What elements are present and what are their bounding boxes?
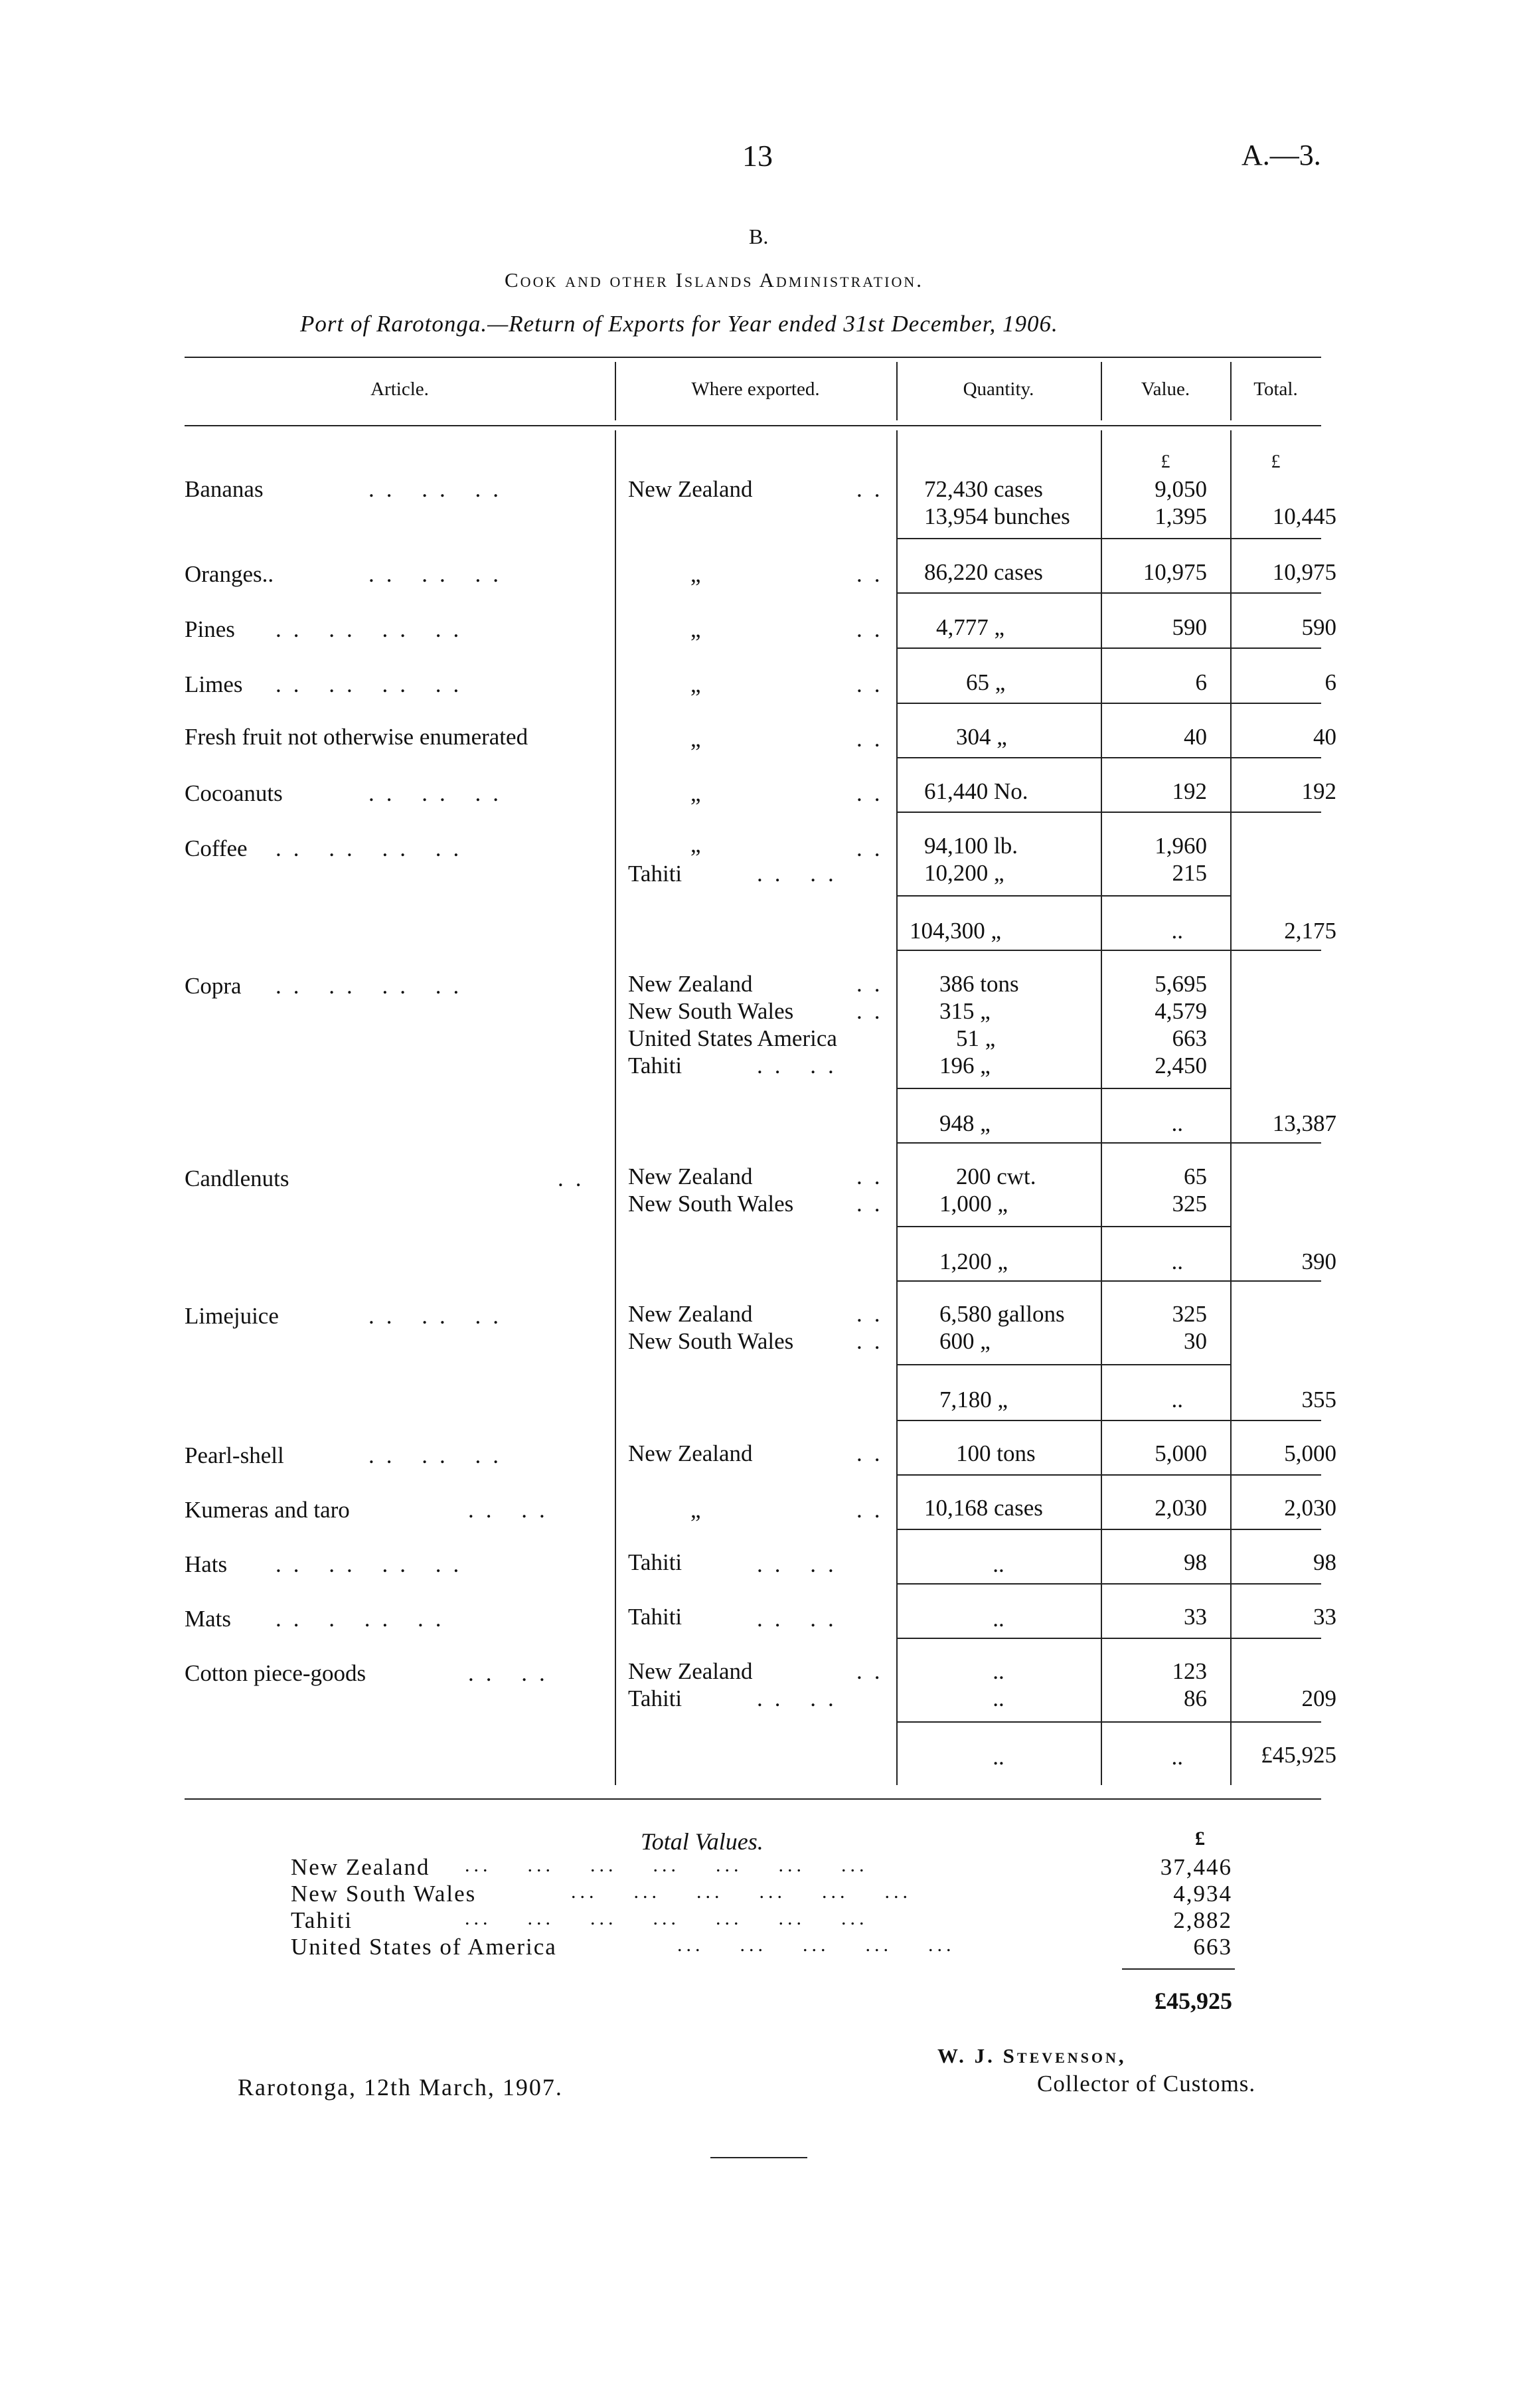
value-cell: 33	[1184, 1604, 1207, 1630]
signatory-name: W. J. Stevenson,	[937, 2044, 1127, 2067]
destination-cell: New Zealand	[628, 971, 753, 997]
total-cell: 2,175	[1284, 918, 1336, 944]
signatory-title: Collector of Customs.	[1037, 2071, 1256, 2097]
leader-dots: ..	[856, 561, 892, 587]
quantity-cell: ..	[993, 1606, 1004, 1632]
destination-cell: „	[690, 561, 701, 587]
article-cell: Cocoanuts	[185, 780, 283, 806]
quantity-cell: 94,100 lb.	[924, 833, 1018, 859]
row-rule	[896, 1474, 1321, 1476]
destination-cell: Tahiti	[628, 1053, 682, 1078]
destination-cell: New South Wales	[628, 998, 794, 1024]
summary-leader: ... ... ... ... ...	[677, 1934, 955, 1956]
leader-dots: .. ..	[468, 1497, 557, 1523]
summary-value: 2,882	[1173, 1907, 1232, 1933]
quantity-cell: 13,954 bunches	[924, 503, 1070, 529]
subtotal-quantity-cell: 104,300 „	[910, 918, 1002, 944]
value-cell: 192	[1172, 778, 1207, 804]
destination-cell: „	[690, 780, 701, 806]
quantity-cell: 4,777 „	[936, 614, 1005, 640]
row-rule	[896, 1583, 1321, 1585]
value-cell: 1,960	[1155, 833, 1207, 859]
leader-dots: ..	[856, 1440, 892, 1466]
value-cell: 5,695	[1155, 971, 1207, 997]
summary-leader: ... ... ... ... ... ... ...	[465, 1907, 868, 1929]
value-cell: 325	[1172, 1301, 1207, 1327]
total-cell: 209	[1301, 1685, 1336, 1711]
summary-label: New Zealand	[291, 1854, 430, 1880]
total-cell: 10,445	[1272, 503, 1336, 529]
document-reference: A.—3.	[1241, 139, 1321, 171]
row-rule	[896, 1280, 1321, 1282]
row-rule	[896, 538, 1321, 539]
value-cell: 2,030	[1155, 1495, 1207, 1521]
page-number: 13	[742, 139, 773, 173]
quantity-cell: 1,000 „	[939, 1191, 1008, 1217]
total-cell: 5,000	[1284, 1440, 1336, 1466]
col-divider	[896, 430, 898, 1785]
subtotal-value-cell: ..	[1171, 1110, 1183, 1136]
article-cell: Candlenuts	[185, 1165, 289, 1191]
row-rule	[896, 592, 1321, 594]
destination-cell: New South Wales	[628, 1191, 794, 1217]
article-cell: Bananas	[185, 476, 264, 502]
leader-dots: .. . .. ..	[276, 1606, 453, 1632]
subtotal-quantity-cell: 1,200 „	[939, 1248, 1008, 1274]
leader-dots: ..	[856, 1658, 892, 1684]
quantity-cell: 86,220 cases	[924, 559, 1043, 585]
quantity-cell: ..	[993, 1551, 1004, 1577]
row-rule	[896, 1638, 1321, 1639]
row-rule	[896, 1226, 1230, 1227]
row-rule	[896, 757, 1321, 758]
return-subtitle: Port of Rarotonga.—Return of Exports for Year ended 31st December, 1906.	[300, 311, 1058, 337]
destination-cell: Tahiti	[628, 1604, 682, 1630]
summary-label: Tahiti	[291, 1907, 353, 1933]
value-cell: 30	[1184, 1328, 1207, 1354]
value-currency: £	[1161, 452, 1170, 472]
destination-cell: „	[690, 831, 701, 857]
value-cell: 86	[1184, 1685, 1207, 1711]
leader-dots: ..	[856, 1301, 892, 1327]
destination-cell: Tahiti	[628, 1549, 682, 1575]
value-cell: 1,395	[1155, 503, 1207, 529]
article-cell: Fresh fruit not otherwise enumerated	[185, 724, 528, 750]
summary-label: New South Wales	[291, 1881, 477, 1907]
quantity-cell: 10,200 „	[924, 860, 1004, 886]
summary-total-rule	[1122, 1968, 1235, 1970]
article-cell: Kumeras and taro	[185, 1497, 350, 1523]
destination-cell: „	[690, 1497, 701, 1523]
subtotal-value-cell: ..	[1171, 1248, 1183, 1274]
value-cell: 9,050	[1155, 476, 1207, 502]
column-header-total: Total.	[1253, 379, 1298, 400]
destination-cell: New Zealand	[628, 1658, 753, 1684]
value-cell: 40	[1184, 724, 1207, 750]
leader-dots: ..	[856, 616, 892, 642]
leader-dots: ..	[856, 671, 892, 697]
column-header-article: Article.	[370, 379, 429, 400]
article-cell: Oranges..	[185, 561, 274, 587]
leader-dots: .. .. .. ..	[276, 616, 471, 642]
total-cell: 355	[1301, 1387, 1336, 1413]
article-cell: Coffee	[185, 835, 248, 861]
article-cell: Limes	[185, 671, 243, 697]
column-header-where-exported: Where exported.	[691, 379, 820, 400]
row-rule	[896, 647, 1321, 649]
table-bottom-rule	[185, 1798, 1321, 1800]
row-rule	[896, 812, 1321, 813]
article-cell: Pearl-shell	[185, 1442, 284, 1468]
leader-dots: ..	[558, 1165, 594, 1191]
section-letter: B.	[749, 224, 769, 248]
summary-title: Total Values.	[641, 1828, 763, 1855]
destination-cell: United States America	[628, 1025, 837, 1051]
article-cell: Copra	[185, 973, 242, 999]
value-cell: 5,000	[1155, 1440, 1207, 1466]
leader-dots: ..	[856, 1163, 892, 1189]
value-cell: 590	[1172, 614, 1207, 640]
quantity-cell: 196 „	[939, 1053, 991, 1078]
leader-dots: .. ..	[757, 1053, 846, 1078]
leader-dots: .. ..	[757, 1606, 846, 1632]
quantity-cell: 100 tons	[956, 1440, 1036, 1466]
article-cell: Mats	[185, 1606, 231, 1632]
value-cell: 10,975	[1143, 559, 1207, 585]
row-rule	[896, 1142, 1321, 1144]
summary-total: £45,925	[1155, 1988, 1232, 2014]
leader-dots: ..	[856, 835, 892, 861]
value-cell: 325	[1172, 1191, 1207, 1217]
destination-cell: „	[690, 726, 701, 752]
value-cell: 215	[1172, 860, 1207, 886]
summary-value: 4,934	[1173, 1881, 1232, 1907]
article-cell: Hats	[185, 1551, 228, 1577]
quantity-cell: 10,168 cases	[924, 1495, 1043, 1521]
row-rule	[896, 895, 1230, 897]
leader-dots: ..	[856, 780, 892, 806]
end-rule	[710, 2157, 807, 2158]
quantity-cell: 600 „	[939, 1328, 991, 1354]
quantity-cell: 200 cwt.	[956, 1163, 1036, 1189]
leader-dots: .. .. ..	[368, 476, 511, 502]
place-and-date: Rarotonga, 12th March, 1907.	[238, 2074, 563, 2101]
quantity-cell: 315 „	[939, 998, 991, 1024]
leader-dots: .. .. ..	[368, 561, 511, 587]
row-rule	[896, 1420, 1321, 1421]
value-cell: 4,579	[1155, 998, 1207, 1024]
summary-leader: ... ... ... ... ... ...	[571, 1881, 912, 1903]
total-cell: 40	[1313, 724, 1336, 750]
column-header-value: Value.	[1141, 379, 1190, 400]
destination-cell: „	[690, 616, 701, 642]
total-currency: £	[1271, 452, 1281, 472]
quantity-cell: 6,580 gallons	[939, 1301, 1065, 1327]
leader-dots: .. .. ..	[368, 1442, 511, 1468]
total-cell: 192	[1301, 778, 1336, 804]
quantity-cell: 304 „	[956, 724, 1007, 750]
quantity-cell: 386 tons	[939, 971, 1019, 997]
row-rule	[896, 1529, 1321, 1530]
value-cell: 6	[1195, 669, 1207, 695]
destination-cell: New Zealand	[628, 1301, 753, 1327]
row-rule	[896, 950, 1321, 951]
subtotal-quantity-cell: 948 „	[939, 1110, 991, 1136]
leader-dots: ..	[856, 971, 892, 997]
leader-dots: .. ..	[757, 1551, 846, 1577]
quantity-cell: 61,440 No.	[924, 778, 1028, 804]
summary-leader: ... ... ... ... ... ... ...	[465, 1854, 868, 1876]
subtotal-value-cell: ..	[1171, 918, 1183, 944]
value-cell: 2,450	[1155, 1053, 1207, 1078]
destination-cell: „	[690, 671, 701, 697]
quantity-cell: ..	[993, 1658, 1004, 1684]
summary-value: 663	[1193, 1934, 1232, 1960]
article-cell: Cotton piece-goods	[185, 1660, 366, 1686]
leader-dots: ..	[856, 1497, 892, 1523]
destination-cell: Tahiti	[628, 861, 682, 887]
quantity-cell: 51 „	[956, 1025, 996, 1051]
grand-total: £45,925	[1261, 1742, 1336, 1768]
table-top-rule	[185, 357, 1321, 358]
grand-total-quantity: ..	[993, 1744, 1004, 1770]
value-cell: 98	[1184, 1549, 1207, 1575]
subtotal-quantity-cell: 7,180 „	[939, 1387, 1008, 1413]
leader-dots: .. .. ..	[368, 780, 511, 806]
summary-currency: £	[1195, 1828, 1205, 1849]
destination-cell: Tahiti	[628, 1685, 682, 1711]
header-bottom-rule	[185, 425, 1321, 426]
row-rule	[896, 1088, 1230, 1089]
article-cell: Pines	[185, 616, 235, 642]
leader-dots: .. .. .. ..	[276, 1551, 471, 1577]
leader-dots: ..	[856, 998, 892, 1024]
leader-dots: ..	[856, 1191, 892, 1217]
summary-label: United States of America	[291, 1934, 557, 1960]
destination-cell: New South Wales	[628, 1328, 794, 1354]
total-cell: 590	[1301, 614, 1336, 640]
quantity-cell: 72,430 cases	[924, 476, 1043, 502]
quantity-cell: ..	[993, 1685, 1004, 1711]
leader-dots: .. ..	[468, 1660, 557, 1686]
leader-dots: ..	[856, 476, 892, 502]
subtotal-value-cell: ..	[1171, 1387, 1183, 1413]
leader-dots: ..	[856, 1328, 892, 1354]
total-cell: 390	[1301, 1248, 1336, 1274]
total-cell: 33	[1313, 1604, 1336, 1630]
leader-dots: .. ..	[757, 1685, 846, 1711]
value-cell: 65	[1184, 1163, 1207, 1189]
total-cell: 2,030	[1284, 1495, 1336, 1521]
row-rule	[896, 1364, 1230, 1365]
value-cell: 123	[1172, 1658, 1207, 1684]
value-cell: 663	[1172, 1025, 1207, 1051]
article-cell: Limejuice	[185, 1303, 279, 1329]
row-rule	[896, 1721, 1321, 1723]
total-cell: 6	[1324, 669, 1336, 695]
leader-dots: .. .. .. ..	[276, 973, 471, 999]
total-cell: 98	[1313, 1549, 1336, 1575]
column-header-quantity: Quantity.	[963, 379, 1034, 400]
leader-dots: .. .. .. ..	[276, 835, 471, 861]
administration-title: Cook and other Islands Administration.	[505, 268, 923, 292]
leader-dots: .. .. ..	[368, 1303, 511, 1329]
quantity-cell: 65 „	[966, 669, 1006, 695]
total-cell: 10,975	[1272, 559, 1336, 585]
destination-cell: New Zealand	[628, 476, 753, 502]
grand-total-value: ..	[1171, 1744, 1183, 1770]
destination-cell: New Zealand	[628, 1163, 753, 1189]
summary-value: 37,446	[1160, 1854, 1232, 1880]
row-rule	[896, 703, 1321, 704]
destination-cell: New Zealand	[628, 1440, 753, 1466]
total-cell: 13,387	[1272, 1110, 1336, 1136]
leader-dots: .. .. .. ..	[276, 671, 471, 697]
leader-dots: .. ..	[757, 861, 846, 887]
leader-dots: ..	[856, 726, 892, 752]
col-divider	[615, 430, 616, 1785]
